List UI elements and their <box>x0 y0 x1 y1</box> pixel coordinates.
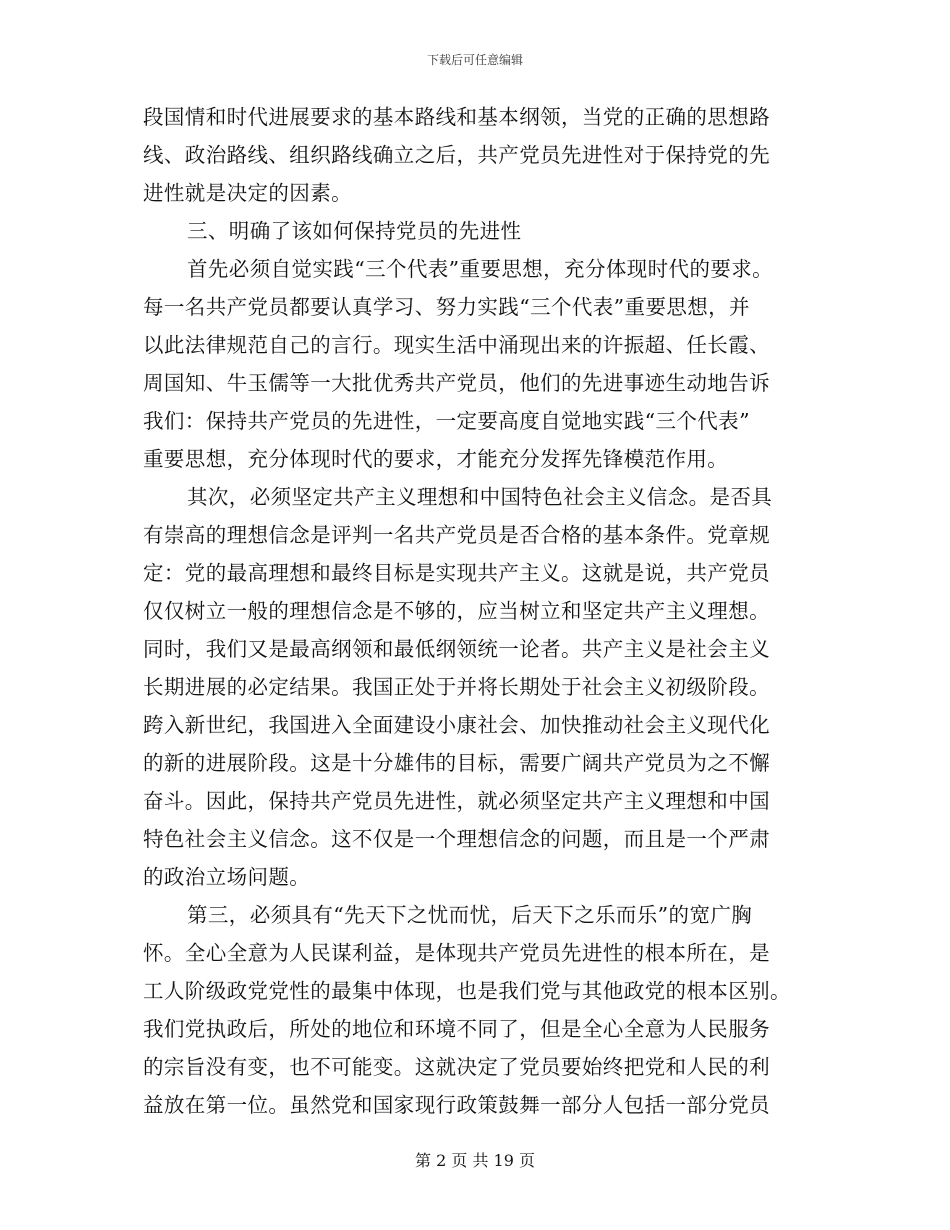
text-line: 同时，我们又是最高纲领和最低纲领统一论者。共产主义是社会主义 <box>143 637 770 661</box>
text-line: 工人阶级政党党性的最集中体现，也是我们党与其他政党的根本区别。 <box>143 979 791 1003</box>
text-line: 的政治立场问题。 <box>143 865 311 889</box>
text-line: 第三，必须具有“先天下之忧而忧，后天下之乐而乐”的宽广胸 <box>187 903 753 927</box>
text-line: 周国知、牛玉儒等一大批优秀共产党员，他们的先进事迹生动地告诉 <box>143 371 770 395</box>
total-page-count: 19 <box>493 1151 514 1170</box>
page-header: 下载后可任意编辑 <box>426 53 523 67</box>
body-text <box>143 98 808 1124</box>
text-line: 有崇高的理想信念是评判一名共产党员是否合格的基本条件。党章规 <box>143 523 770 547</box>
text-line: 益放在第一位。虽然党和国家现行政策鼓舞一部分人包括一部分党员 <box>143 1093 770 1117</box>
footer-suffix: 页 <box>519 1151 536 1170</box>
text-line: 我们党执政后，所处的地位和环境不同了，但是全心全意为人民服务 <box>143 1017 770 1041</box>
text-line: 仅仅树立一般的理想信念是不够的，应当树立和坚定共产主义理想。 <box>143 599 770 623</box>
text-line: 奋斗。因此，保持共产党员先进性，就必须坚定共产主义理想和中国 <box>143 789 770 813</box>
text-line: 段国情和时代进展要求的基本路线和基本纲领，当党的正确的思想路 <box>143 105 770 129</box>
current-page-number: 2 <box>436 1151 447 1170</box>
text-line: 的宗旨没有变，也不可能变。这就决定了党员要始终把党和人民的利 <box>143 1055 770 1079</box>
text-line: 线、政治路线、组织路线确立之后，共产党员先进性对于保持党的先 <box>143 143 770 167</box>
footer-prefix: 第 <box>414 1151 431 1170</box>
text-line: 特色社会主义信念。这不仅是一个理想信念的问题，而且是一个严肃 <box>143 827 770 851</box>
text-line: 其次，必须坚定共产主义理想和中国特色社会主义信念。是否具 <box>187 485 773 509</box>
text-line: 每一名共产党员都要认真学习、努力实践“三个代表”重要思想，并 <box>143 295 750 319</box>
page-footer <box>0 1150 950 1172</box>
text-line: 长期进展的必定结果。我国正处于并将长期处于社会主义初级阶段。 <box>143 675 770 699</box>
section-heading: 三、明确了该如何保持党员的先进性 <box>187 219 522 243</box>
text-line: 以此法律规范自己的言行。现实生活中涌现出来的许振超、任长霞、 <box>143 333 770 357</box>
text-line: 进性就是决定的因素。 <box>143 181 352 205</box>
text-line: 定：党的最高理想和最终目标是实现共产主义。这就是说，共产党员 <box>143 561 770 585</box>
text-line: 重要思想，充分体现时代的要求，才能充分发挥先锋模范作用。 <box>143 447 729 471</box>
text-line: 我们：保持共产党员的先进性，一定要高度自觉地实践“三个代表” <box>143 409 750 433</box>
text-line: 怀。全心全意为人民谋利益，是体现共产党员先进性的根本所在，是 <box>143 941 770 965</box>
text-line: 跨入新世纪，我国进入全面建设小康社会、加快推动社会主义现代化 <box>143 713 770 737</box>
text-line: 的新的进展阶段。这是十分雄伟的目标，需要广阔共产党员为之不懈 <box>143 751 770 775</box>
text-line: 首先必须自觉实践“三个代表”重要思想，充分体现时代的要求。 <box>187 257 774 281</box>
footer-middle: 页 共 <box>451 1151 489 1170</box>
